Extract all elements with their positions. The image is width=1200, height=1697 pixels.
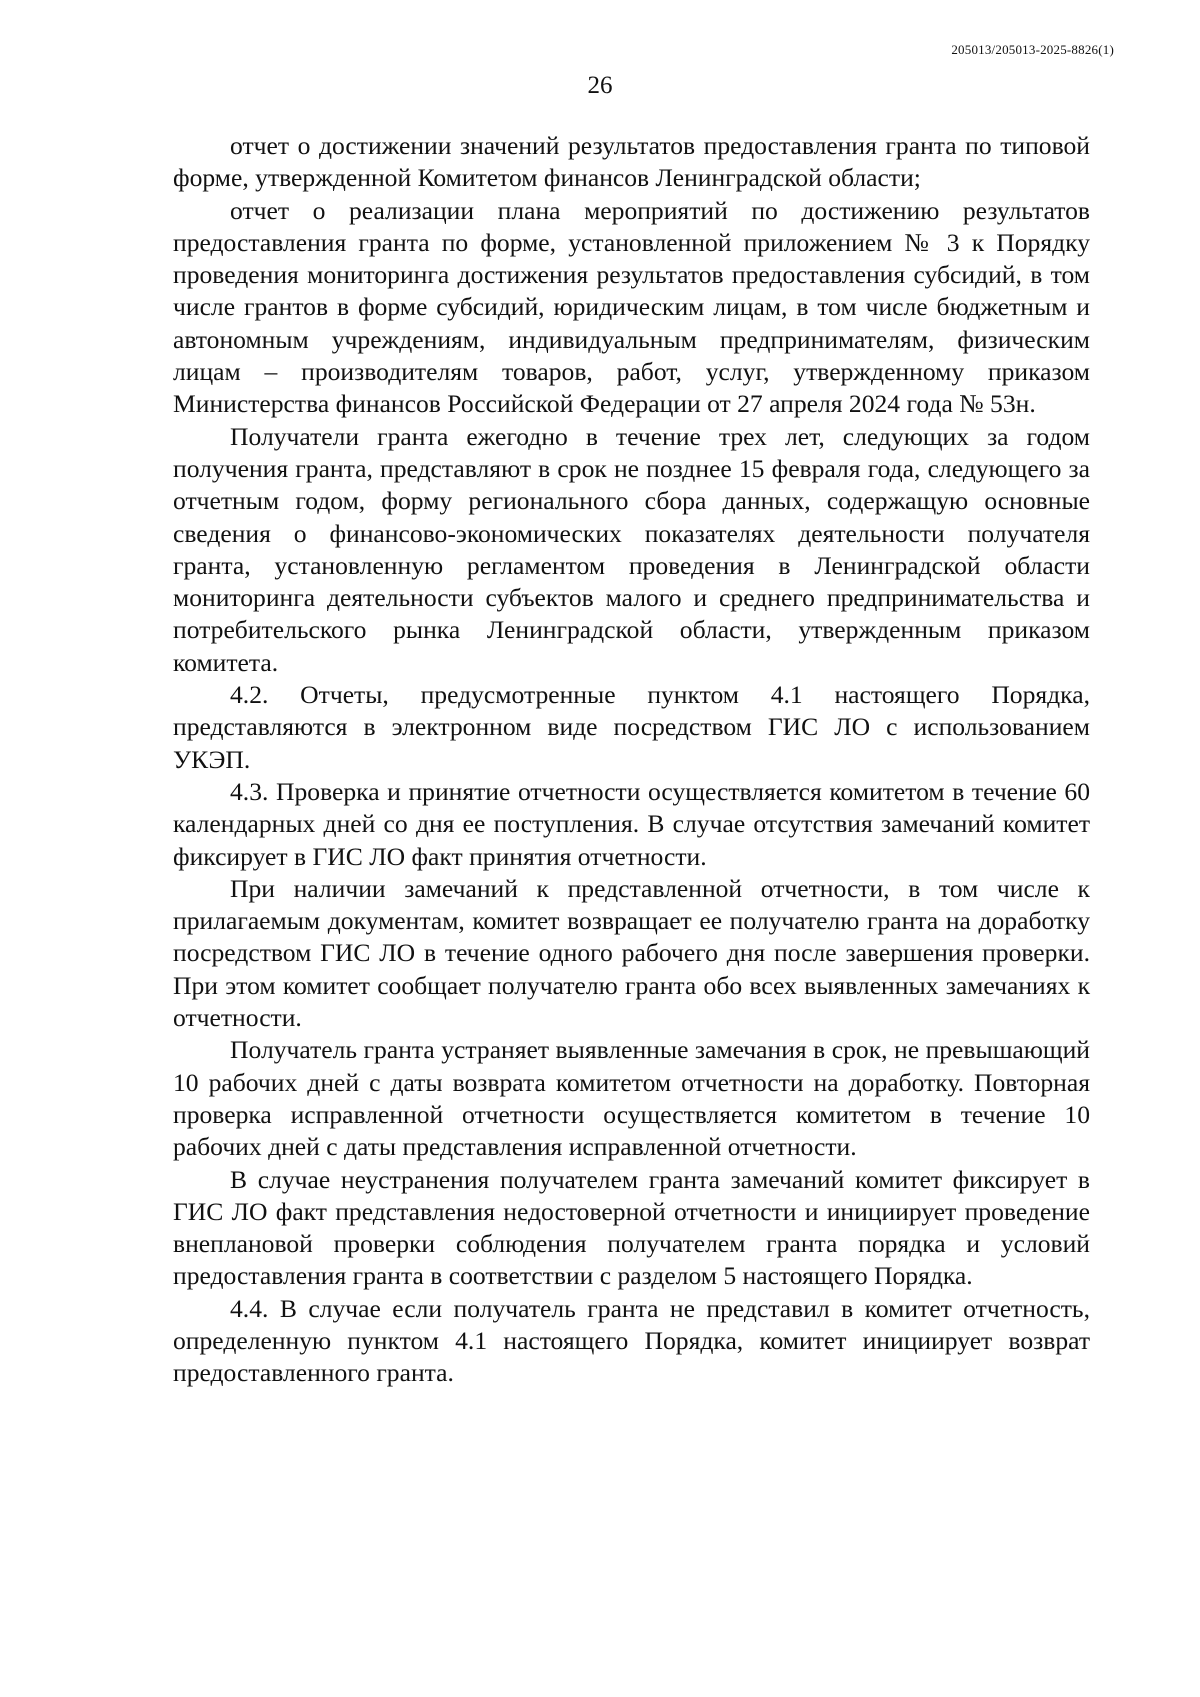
paragraph-4-4: 4.4. В случае если получатель гранта не представил в комитет отчетность, определенную пунктом 4.1 настоящего Порядка, комитет инициирует возврат предоставленного гранта. [173,1293,1090,1388]
paragraph-correction: Получатель гранта устраняет выявленные замечания в срок, не превышающий 10 рабочих дней с даты возврата комитетом отчетности на доработку. Повторная проверка исправленной отчетности осуществляется комитетом в течение 10 рабочих дней с даты представления исправленной отчетности. [173,1035,1090,1162]
paragraph-4-3: 4.3. Проверка и принятие отчетности осуществляется комитетом в течение 60 календарных дней со дня ее поступления. В случае отсутствия замечаний комитет фиксирует в ГИС ЛО факт принятия отчетности. [173,776,1090,871]
paragraph-non-correction: В случае неустранения получателем гранта замечаний комитет фиксирует в ГИС ЛО факт представления недостоверной отчетности и инициирует проведение внеплановой проверки соблюдения получателем гранта порядка и условий предоставления гранта в соответствии с разделом 5 настоящего Порядка. [173,1164,1090,1291]
paragraph-4-2: 4.2. Отчеты, предусмотренные пунктом 4.1 настоящего Порядка, представляются в электронном виде посредством ГИС ЛО с использованием УКЭП. [173,680,1090,774]
document-id: 205013/205013-2025-8826(1) [951,42,1114,57]
paragraph-report-achievement: отчет о достижении значений результатов предоставления гранта по типовой форме, утвержденной Комитетом финансов Ленинградской области; [173,131,1090,193]
paragraph-report-plan: отчет о реализации плана мероприятий по достижению результатов предоставления гранта по форме, установленной приложением № 3 к Порядку проведения мониторинга достижения результатов предоставления субсидий, в том числе грантов в форме субсидий, юридическим лицам, в том числе бюджетным и автономным учреждениям, индивидуальным предпринимателям, физическим лицам – производителям товаров, работ, услуг, утвержденному приказом Министерства финансов Российской Федерации от 27 апреля 2024 года № 53н. [173,195,1090,419]
paragraph-regional-data-form: Получатели гранта ежегодно в течение трех лет, следующих за годом получения гранта, представляют в срок не позднее 15 февраля года, следующего за отчетным годом, форму регионального сбора данных, содержащую основные сведения о финансово-экономических показателях деятельности получателя гранта, установленную регламентом проведения в Ленинградской области мониторинга деятельности субъектов малого и среднего предпринимательства и потребительского рынка Ленинградской области, утвержденным приказом комитета. [173,421,1090,677]
document-body [173,130,1090,1390]
page-number: 26 [587,72,613,99]
paragraph-remarks: При наличии замечаний к представленной отчетности, в том числе к прилагаемым документам, комитет возвращает ее получателю гранта на доработку посредством ГИС ЛО в течение одного рабочего дня после завершения проверки. При этом комитет сообщает получателю гранта обо всех выявленных замечаниях к отчетности. [173,873,1090,1033]
